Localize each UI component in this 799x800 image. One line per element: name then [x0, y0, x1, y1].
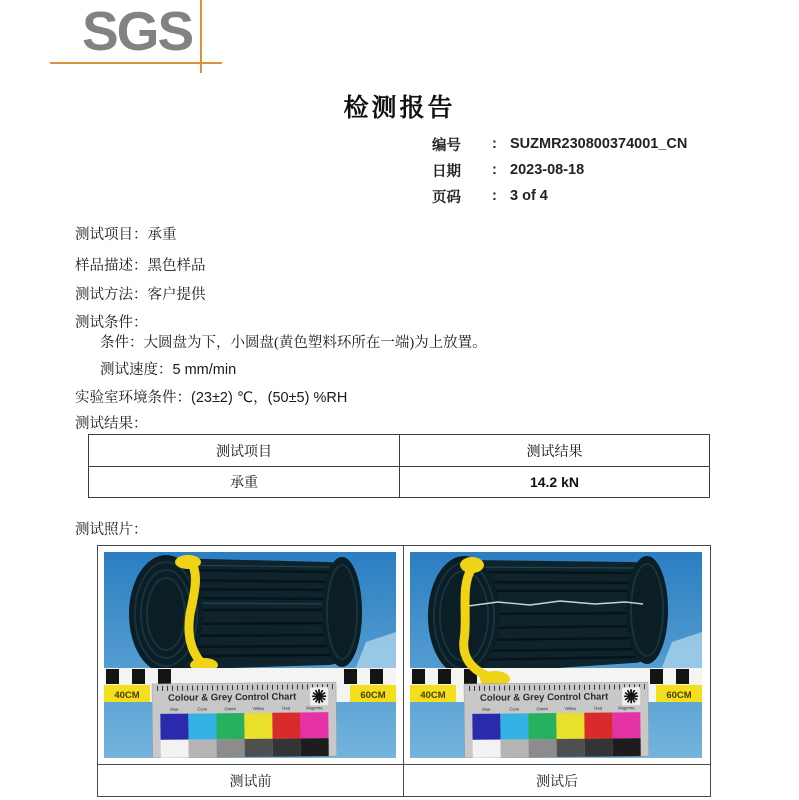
yellow-ring-knob [460, 557, 484, 573]
line-label: 测试方法： [75, 287, 148, 303]
patch-label: Red [282, 705, 291, 711]
colour-patch [244, 713, 272, 739]
line-value: 客户提供 [147, 287, 206, 303]
results-cell-result: 14.2 kN [400, 467, 710, 498]
colour-patch [272, 712, 300, 738]
patch-label: Yellow [564, 705, 577, 711]
line-label: 测试速度： [100, 362, 173, 378]
field-separator: : [492, 188, 497, 204]
patch-label: Green [536, 706, 549, 712]
ruler-right-label: 60CM [360, 690, 386, 701]
results-header-item: 测试项目 [89, 435, 400, 467]
line-test-speed [100, 358, 236, 379]
colour-patch [188, 713, 216, 739]
colour-patches [160, 712, 328, 740]
patch-label: Blue [170, 706, 179, 712]
line-test-method [75, 283, 206, 304]
colour-patch [584, 712, 612, 738]
field-label: 页码 [432, 189, 461, 206]
colour-patch [528, 713, 556, 739]
results-table [88, 434, 710, 498]
line-label: 测试结果： [75, 416, 148, 432]
photo-after [404, 546, 710, 765]
grey-patch [161, 740, 189, 758]
checker [158, 669, 171, 684]
grey-patch [501, 739, 529, 757]
colour-chart-card [464, 682, 649, 758]
grey-patch [557, 739, 585, 757]
card-title: Colour & Grey Control Chart [167, 691, 297, 704]
line-label: 样品描述： [75, 258, 148, 274]
line-value: 大圆盘为下，小圆盘(黄色塑料环所在一端)为上放置。 [143, 335, 487, 351]
colour-chart-card [152, 682, 337, 758]
line-label: 测试条件： [75, 315, 148, 331]
checker [412, 669, 425, 684]
logo-vertical-line [200, 0, 202, 73]
logo-horizontal-line [50, 62, 222, 64]
field-page-number [432, 183, 687, 209]
checker [438, 669, 451, 684]
field-separator: : [492, 162, 497, 178]
ruler-left-label: 40CM [420, 690, 446, 701]
line-value: (23±2) ℃，(50±5) %RH [191, 390, 348, 406]
photo-section-label: 测试照片： [75, 522, 148, 538]
colour-patch [300, 712, 328, 738]
patch-label: Cyan [509, 706, 520, 712]
colour-patch [160, 714, 188, 740]
line-value: 黑色样品 [147, 258, 206, 274]
field-label: 编号 [432, 137, 461, 154]
field-date [432, 157, 687, 183]
line-value: 5 mm/min [172, 362, 237, 378]
patch-label: Blue [482, 706, 491, 712]
line-test-item [75, 223, 177, 244]
line-label: 实验室环境条件： [75, 390, 191, 406]
line-lab-environment [75, 386, 347, 407]
page-title: 检测报告 [343, 94, 456, 122]
checker [344, 669, 357, 684]
colour-patch [612, 712, 640, 738]
patch-label: Green [224, 706, 237, 712]
photo-after-image [410, 552, 702, 758]
colour-patch [216, 713, 244, 739]
grey-patches [473, 738, 641, 758]
photo-before [98, 546, 404, 765]
colour-patch [500, 713, 528, 739]
patch-label: Yellow [252, 705, 265, 711]
caption-before: 测试前 [98, 765, 404, 796]
field-value: 3 of 4 [510, 188, 548, 204]
grey-patch [301, 738, 329, 756]
card-title: Colour & Grey Control Chart [479, 691, 609, 704]
caption-after: 测试后 [404, 765, 710, 796]
starburst-icon [310, 687, 328, 705]
line-test-results [75, 412, 148, 433]
grey-patches [161, 738, 329, 758]
grey-patch [529, 739, 557, 757]
results-header-row [89, 435, 710, 467]
patch-label: Cyan [197, 706, 208, 712]
grey-patch [245, 739, 273, 757]
grey-patch [217, 739, 245, 757]
ruler-right-label: 60CM [666, 690, 692, 701]
drum-right-flange [626, 556, 668, 664]
grey-patch [585, 738, 613, 756]
patch-label: Red [594, 705, 603, 711]
line-sample-description [75, 254, 206, 275]
results-header-result: 测试结果 [400, 435, 710, 467]
results-cell-item: 承重 [89, 467, 400, 498]
table-row [89, 467, 710, 498]
header-fields [432, 131, 687, 209]
line-condition-detail [100, 331, 487, 352]
ruler-left-label: 40CM [114, 690, 140, 701]
checker [676, 669, 689, 684]
field-report-number [432, 131, 687, 157]
checker [650, 669, 663, 684]
patch-label: Magenta [306, 705, 323, 711]
line-value: 承重 [147, 227, 177, 243]
line-test-conditions [75, 311, 148, 332]
line-label: 测试项目： [75, 227, 148, 243]
grey-patch [473, 740, 501, 758]
field-separator: : [492, 136, 497, 152]
field-label: 日期 [432, 163, 461, 180]
colour-patch [556, 713, 584, 739]
field-value: SUZMR230800374001_CN [510, 136, 688, 152]
line-label: 条件： [100, 335, 144, 351]
photo-before-image [104, 552, 396, 758]
starburst-icon [622, 687, 640, 705]
patch-label: Magenta [618, 705, 635, 711]
grey-patch [613, 738, 641, 756]
grey-patch [189, 739, 217, 757]
checker [106, 669, 119, 684]
checker [132, 669, 145, 684]
grey-patch [273, 738, 301, 756]
sample-drum [129, 555, 362, 673]
photo-table [97, 545, 711, 797]
field-value: 2023-08-18 [510, 162, 585, 178]
yellow-ring-knob [175, 555, 201, 569]
checker [370, 669, 383, 684]
colour-patch [472, 714, 500, 740]
sgs-logo: SGS [82, 0, 193, 62]
colour-patches [472, 712, 640, 740]
